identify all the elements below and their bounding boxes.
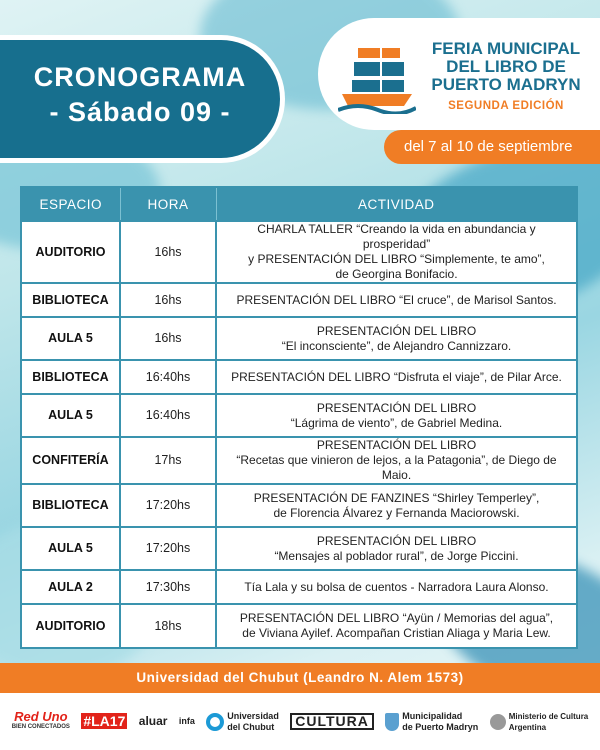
activity-line: PRESENTACIÓN DEL LIBRO “Disfruta el viaje”, de Pilar Arce. [231,369,562,384]
emblem-icon [490,714,506,730]
cell-activity [216,394,576,437]
cell-space: AULA 5 [22,394,120,437]
cell-hour: 16hs [120,221,216,283]
table-row [22,484,576,527]
header-activity: ACTIVIDAD [216,188,576,221]
table-row [22,570,576,604]
cell-hour: 18hs [120,604,216,647]
cell-activity [216,527,576,570]
cell-space: AULA 5 [22,317,120,360]
cell-activity [216,283,576,317]
la17-logo [81,713,127,729]
ship-icon [338,42,416,114]
fair-logo [318,18,600,130]
aluar-logo: aluar [138,714,168,728]
activity-line: y PRESENTACIÓN DEL LIBRO “Simplemente, te amo”, [248,252,545,266]
min-line-1: Ministerio de Cultura [508,711,589,721]
cell-space: AUDITORIO [22,221,120,283]
dates-badge: del 7 al 10 de septiembre [384,130,600,164]
cell-activity [216,604,576,647]
title-line-2: - Sábado 09 - [49,97,231,127]
fair-name [426,40,586,94]
activity-line: de Viviana Ayilef. Acompañan Cristian Aliaga y Maria Lew. [242,626,551,640]
udc-line-1: Universidad [227,710,279,721]
table-row [22,394,576,437]
table-row [22,283,576,317]
udc-logo [206,711,279,733]
table-row [22,221,576,283]
activity-line: PRESENTACIÓN DEL LIBRO “Ayün / Memorias del agua”, [239,611,554,625]
activity-line: PRESENTACIÓN DE FANZINES “Shirley Temperley”, [253,490,540,505]
sponsor-logos [0,693,600,750]
table-header-row [22,188,576,221]
muni-line-1: Municipalidad [402,710,463,721]
activity-line: “Lágrima de viento”, de Gabriel Medina. [290,415,503,430]
cell-hour: 17:30hs [120,570,216,604]
cultura-logo: CULTURA [290,713,374,730]
la17-text: #LA17 [83,713,126,729]
cell-space: AULA 5 [22,527,120,570]
activity-line: “Mensajes al poblador rural”, de Jorge Piccini. [274,548,519,563]
activity-line: PRESENTACIÓN DEL LIBRO [316,323,477,338]
table-row [22,360,576,394]
activity-line: Tía Lala y su bolsa de cuentos - Narradora Laura Alonso. [244,579,549,594]
cell-hour: 16:40hs [120,394,216,437]
cell-hour: 17hs [120,437,216,484]
cell-hour: 17:20hs [120,484,216,527]
activity-line: “Recetas que vinieron de lejos, a la Patagonia”, de Diego de Maio. [236,453,557,482]
table-row [22,437,576,484]
cell-activity [216,570,576,604]
muni-line-2: de Puerto Madryn [402,721,479,732]
cell-activity [216,360,576,394]
udc-line-2: del Chubut [227,721,275,732]
table-row [22,317,576,360]
table-row [22,604,576,647]
activity-line: CHARLA TALLER “Creando la vida en abundancia y prosperidad” [257,222,536,251]
cell-hour: 16:40hs [120,360,216,394]
activity-line: PRESENTACIÓN DEL LIBRO “El cruce”, de Marisol Santos. [236,292,557,307]
shield-icon [385,713,399,731]
cell-space: BIBLIOTECA [22,360,120,394]
cell-hour: 17:20hs [120,527,216,570]
fair-name-line-1: FERIA MUNICIPAL [431,39,581,58]
activity-line: de Florencia Álvarez y Fernanda Maciorowski. [273,505,520,520]
ministerio-logo [490,711,589,733]
cell-space: BIBLIOTECA [22,283,120,317]
red-uno-name: Red Uno [14,708,68,724]
cell-activity [216,317,576,360]
red-uno-tagline: BIEN CONECTADOS [11,723,70,730]
cell-space: CONFITERÍA [22,437,120,484]
activity-line: “El inconsciente”, de Alejandro Cannizzaro. [281,338,512,353]
activity-line: PRESENTACIÓN DEL LIBRO [316,533,477,548]
cell-hour: 16hs [120,317,216,360]
cell-space: BIBLIOTECA [22,484,120,527]
cell-activity [216,437,576,484]
udc-ring-icon [206,713,224,731]
title-banner [0,40,280,158]
cell-activity [216,221,576,283]
cell-activity [216,484,576,527]
activity-line: PRESENTACIÓN DEL LIBRO [316,400,477,415]
table-row [22,527,576,570]
cell-space: AUDITORIO [22,604,120,647]
header-hour: HORA [120,188,216,221]
municipalidad-logo [385,711,478,733]
activity-line: PRESENTACIÓN DEL LIBRO [316,438,477,452]
edition-label: SEGUNDA EDICIÓN [448,100,564,112]
min-line-2: Argentina [508,722,547,732]
fair-name-line-3: PUERTO MADRYN [431,75,581,94]
cell-space: AULA 2 [22,570,120,604]
fair-name-line-2: DEL LIBRO DE [446,57,566,76]
venue-banner: Universidad del Chubut (Leandro N. Alem 1573) [0,663,600,693]
activity-line: de Georgina Bonifacio. [335,267,458,281]
red-uno-logo [11,708,70,733]
title-line-1: CRONOGRAMA [33,62,247,92]
infa-logo: infa [178,716,195,726]
header-space: ESPACIO [22,188,120,221]
cell-hour: 16hs [120,283,216,317]
schedule-table [20,186,578,649]
